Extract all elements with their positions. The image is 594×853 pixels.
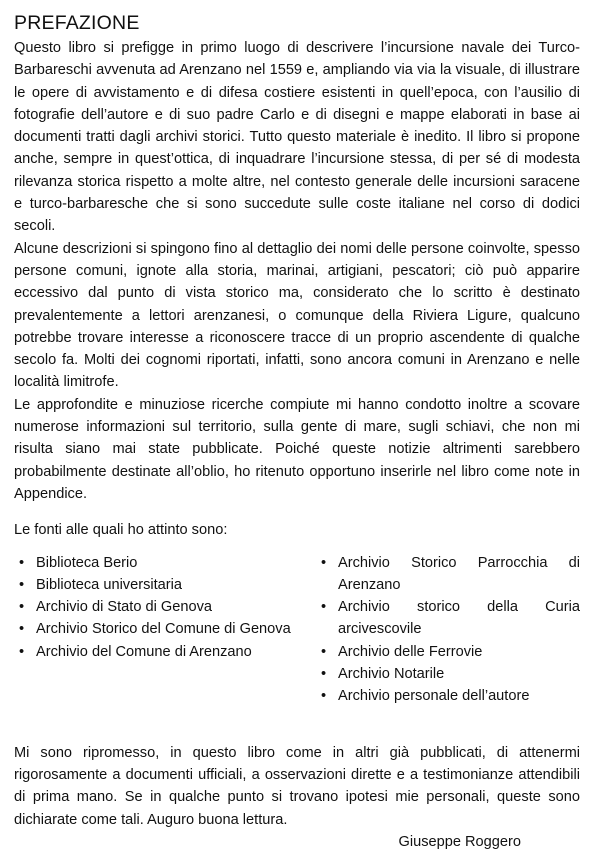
list-item: • Archivio Storico del Comune di Genova (14, 618, 316, 640)
list-item: • Archivio Storico Parrocchia di Arenzano (316, 552, 580, 597)
list-item: • Archivio del Comune di Arenzano (14, 641, 316, 663)
document-page (14, 10, 580, 853)
author-signature: Giuseppe Roggero (398, 833, 521, 850)
paragraph-closing: Mi sono ripromesso, in questo libro come in altri già pubblicati, di attenermi rigorosamente a documenti ufficiali, a osservazioni dirette e a testimonianze attendibili di prima mano. Se in qualche punto si trovano ipotesi mie personali, queste sono dichiarate come tali. Auguro buona lettura. (14, 744, 580, 828)
list-item: • Archivio storico della Curia arcivescovile (316, 596, 580, 641)
sources-lists (14, 552, 580, 708)
paragraph-intro: Questo libro si prefigge in primo luogo di descrivere l’incursione navale dei Turco-Barbareschi avvenuta ad Arenzano nel 1559 e, ampliando via via la visuale, di illustrare le opere di avvistamento e di difesa costiere esistenti in quell’epoca, con l’ausilio di fotografie dell’autore e di suo padre Carlo e di disegni e mappe elaborati in base ai documenti tratti dagli archivi storici. Tutto questo materiale è inedito. Il libro si propone anche, sempre in quest’ottica, di inquadrare l’incursione stessa, di per sé di modesta rilevanza storica rispetto a molte altre, nel contesto generale delle incursioni saracene e turco-barbaresche che si sono succedute sulle coste italiane nel corso di dodici secoli. (14, 40, 580, 235)
paragraph-research: Le approfondite e minuziose ricerche compiute mi hanno condotto inoltre a scovare numerose informazioni sul territorio, sulla gente di mare, sugli schiavi, che non mi risulta siano mai state pubblicate. Poiché queste notizie altrimenti sarebbero probabilmente destinate all’oblio, ho ritenuto opportuno inserirle nel libro come note in Appendice. (14, 396, 580, 502)
paragraph-descriptions: Alcune descrizioni si spingono fino al dettaglio dei nomi delle persone coinvolte, spesso persone comuni, ignote alla storia, marinai, artigiani, pescatori; ciò può apparire eccessivo dal punto di vista storico ma, considerato che lo scritto è destinato prevalentemente a lettori arenzanesi, o comunque della Riviera Ligure, qualcuno potrebbe trovare interesse a riconoscere tracce di un proprio ascendente di qualche secolo fa. Molti dei cognomi riportati, infatti, sono ancora comuni in Arenzano e nelle località limitrofe. (14, 240, 580, 391)
sources-list-right (316, 552, 580, 708)
sources-intro: Le fonti alle quali ho attinto sono: (14, 522, 228, 539)
list-item: • Archivio delle Ferrovie (316, 641, 580, 663)
list-item: • Archivio personale dell’autore (316, 685, 580, 707)
list-item: • Biblioteca universitaria (14, 574, 316, 596)
list-item: • Archivio Notarile (316, 663, 580, 685)
list-item: • Biblioteca Berio (14, 552, 316, 574)
page-title: PREFAZIONE (14, 12, 140, 34)
sources-list-left (14, 552, 316, 708)
list-item: • Archivio di Stato di Genova (14, 596, 316, 618)
